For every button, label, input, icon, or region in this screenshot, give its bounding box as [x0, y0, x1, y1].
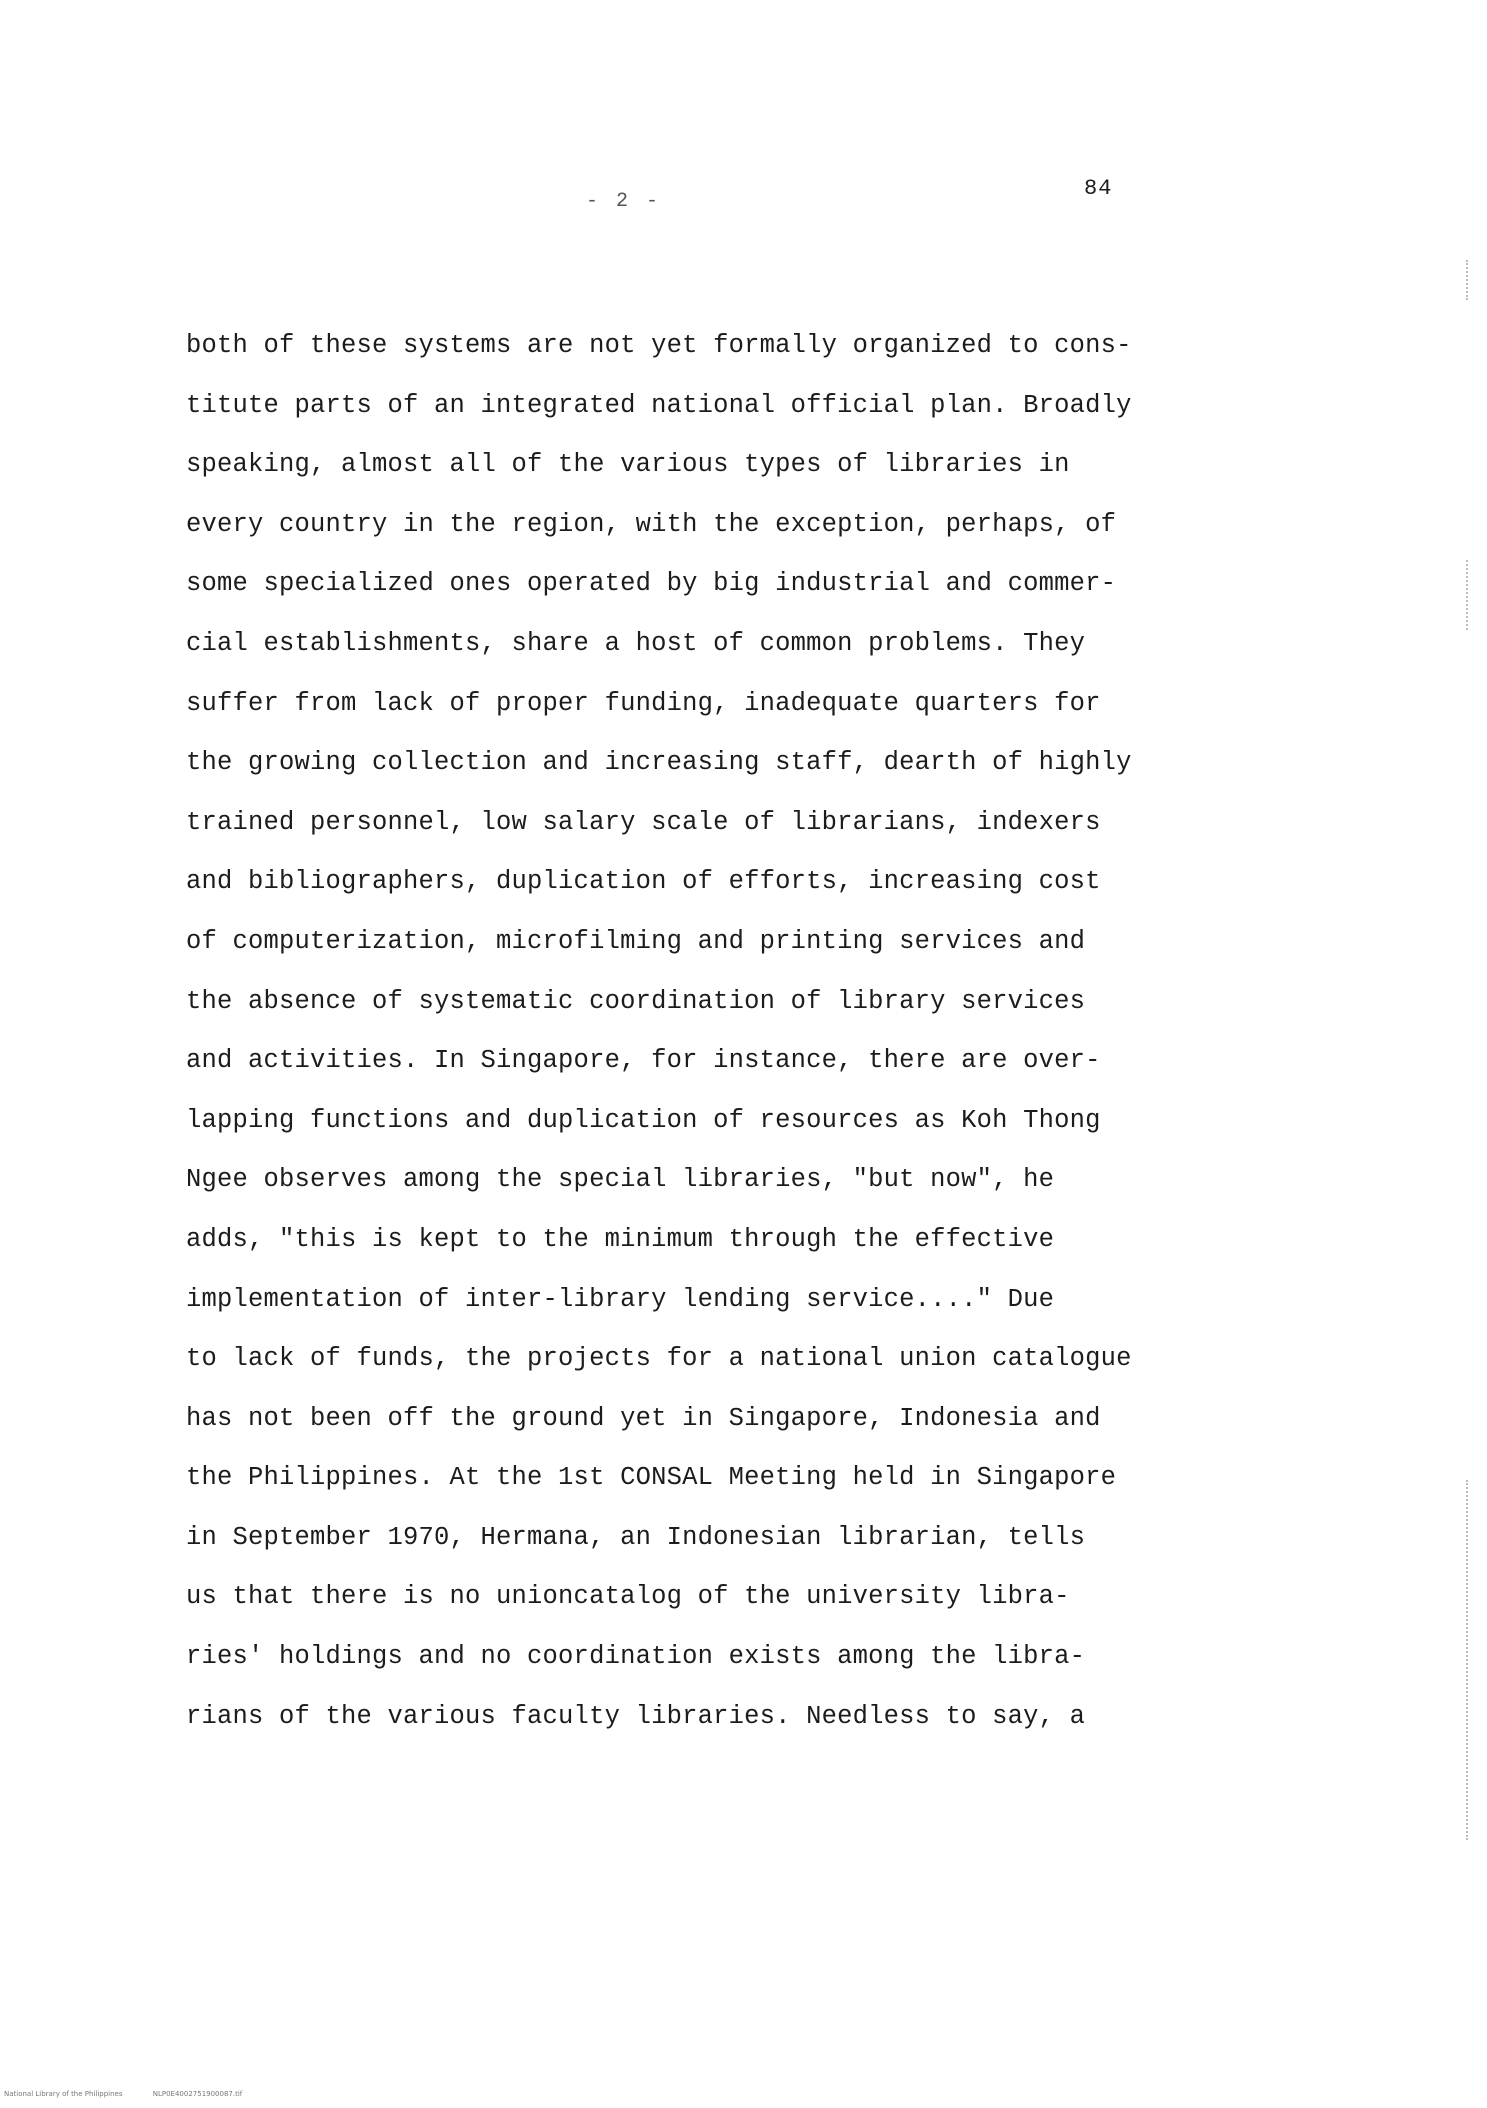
text-line: the growing collection and increasing staff, dearth of highly: [186, 748, 1132, 778]
scan-edge-mark: [1466, 560, 1470, 630]
text-line: titute parts of an integrated national official plan. Broadly: [186, 390, 1132, 420]
text-line: us that there is no unioncatalog of the university libra-: [186, 1582, 1070, 1612]
footer-source: National Library of the Philippines: [4, 2090, 123, 2098]
text-line: the absence of systematic coordination of library services: [186, 986, 1086, 1016]
text-line: trained personnel, low salary scale of librarians, indexers: [186, 807, 1101, 837]
footer-file: NLP0E4002751900087.tif: [152, 2090, 243, 2098]
text-line: rians of the various faculty libraries. Needless to say, a: [186, 1701, 1086, 1731]
text-line: to lack of funds, the projects for a national union catalogue: [186, 1344, 1132, 1374]
text-line: and bibliographers, duplication of efforts, increasing cost: [186, 867, 1101, 897]
scan-edge-mark: [1466, 1480, 1470, 1840]
scan-footer: [4, 2090, 270, 2098]
text-line: Ngee observes among the special libraries, "but now", he: [186, 1165, 1055, 1195]
page-number: 84: [1084, 176, 1113, 201]
text-line: every country in the region, with the exception, perhaps, of: [186, 509, 1117, 539]
text-line: cial establishments, share a host of common problems. They: [186, 628, 1086, 658]
body-text: [186, 316, 1306, 1746]
text-line: speaking, almost all of the various types of libraries in: [186, 450, 1070, 480]
text-line: has not been off the ground yet in Singapore, Indonesia and: [186, 1403, 1101, 1433]
text-line: in September 1970, Hermana, an Indonesian librarian, tells: [186, 1522, 1086, 1552]
page-folio: - 2 -: [586, 190, 662, 213]
text-line: implementation of inter-library lending service...." Due: [186, 1284, 1055, 1314]
text-line: some specialized ones operated by big industrial and commer-: [186, 569, 1117, 599]
text-line: the Philippines. At the 1st CONSAL Meeting held in Singapore: [186, 1463, 1117, 1493]
text-line: lapping functions and duplication of resources as Koh Thong: [186, 1105, 1101, 1135]
text-line: ries' holdings and no coordination exists among the libra-: [186, 1642, 1086, 1672]
text-line: and activities. In Singapore, for instance, there are over-: [186, 1046, 1101, 1076]
scan-edge-mark: [1466, 260, 1470, 300]
text-line: of computerization, microfilming and printing services and: [186, 926, 1086, 956]
text-line: suffer from lack of proper funding, inadequate quarters for: [186, 688, 1101, 718]
text-line: adds, "this is kept to the minimum through the effective: [186, 1224, 1055, 1254]
text-line: both of these systems are not yet formally organized to cons-: [186, 331, 1132, 360]
